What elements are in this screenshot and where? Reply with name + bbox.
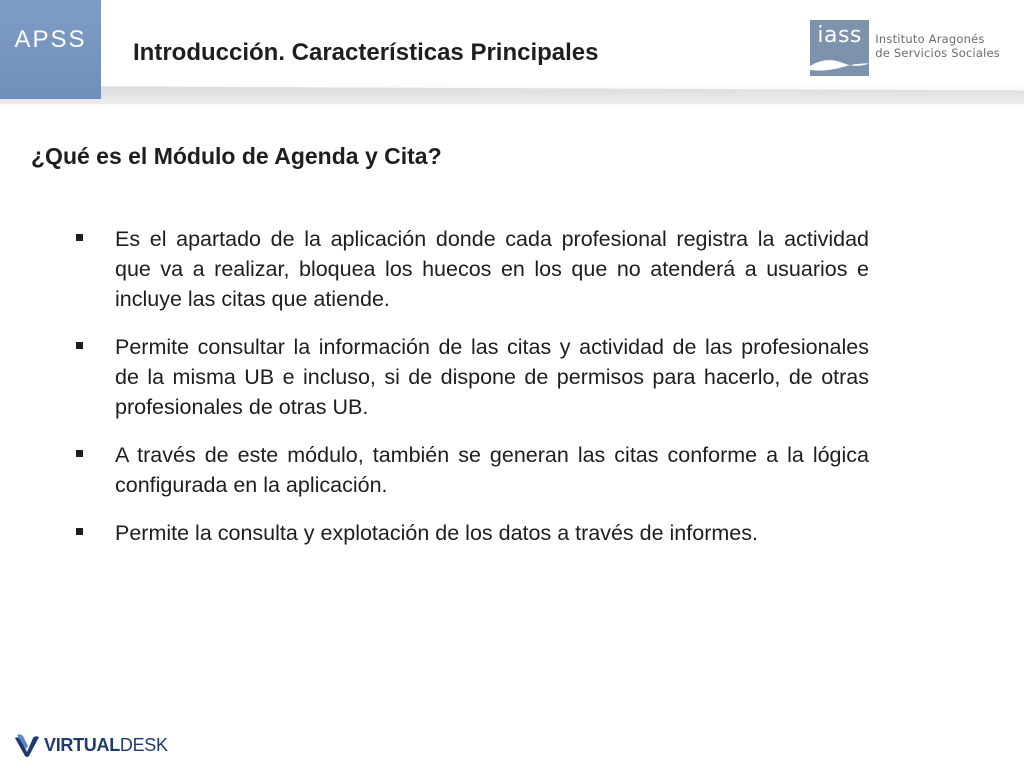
page-title: Introducción. Características Principales	[133, 39, 599, 66]
bullet-item	[76, 224, 869, 314]
bullet-text: Es el apartado de la aplicación donde cada profesional registra la actividad que va a realizar, bloquea los huecos en los que no atenderá a usuarios e incluye las citas que atiende.	[115, 227, 869, 311]
bullet-text: Permite consultar la información de las citas y actividad de las profesionales de la misma UB e incluso, si de dispone de permisos para hacerlo, de otras profesionales de otras UB.	[115, 335, 869, 419]
bullet-item	[76, 332, 869, 422]
iass-logo	[810, 20, 1000, 76]
iass-logo-mark-text: iass	[817, 23, 862, 48]
bullet-item	[76, 440, 869, 500]
iass-logo-mark	[810, 20, 869, 76]
virtualdesk-v-icon	[14, 732, 40, 758]
virtualdesk-logo	[14, 730, 168, 760]
wave-icon	[810, 54, 876, 72]
square-bullet-icon	[76, 342, 83, 349]
bullet-list	[76, 224, 869, 566]
iass-logo-name	[869, 20, 1000, 76]
bullet-text: Permite la consulta y explotación de los datos a través de informes.	[115, 521, 758, 545]
apss-tab-label: APSS	[14, 26, 87, 53]
iass-logo-line-2: de Servicios Sociales	[875, 46, 1000, 60]
section-heading: ¿Qué es el Módulo de Agenda y Cita?	[31, 143, 442, 169]
bullet-text: A través de este módulo, también se generan las citas conforme a la lógica configurada en la aplicación.	[115, 443, 869, 497]
square-bullet-icon	[76, 528, 83, 535]
virtualdesk-wordmark-desk: DESK	[119, 734, 168, 755]
apss-tab	[0, 0, 101, 99]
square-bullet-icon	[76, 234, 83, 241]
iass-logo-line-1: Instituto Aragonés	[875, 32, 985, 46]
virtualdesk-wordmark-virtual: VIRTUAL	[44, 734, 120, 755]
virtualdesk-wordmark	[44, 735, 168, 756]
bullet-item	[76, 518, 869, 548]
square-bullet-icon	[76, 450, 83, 457]
